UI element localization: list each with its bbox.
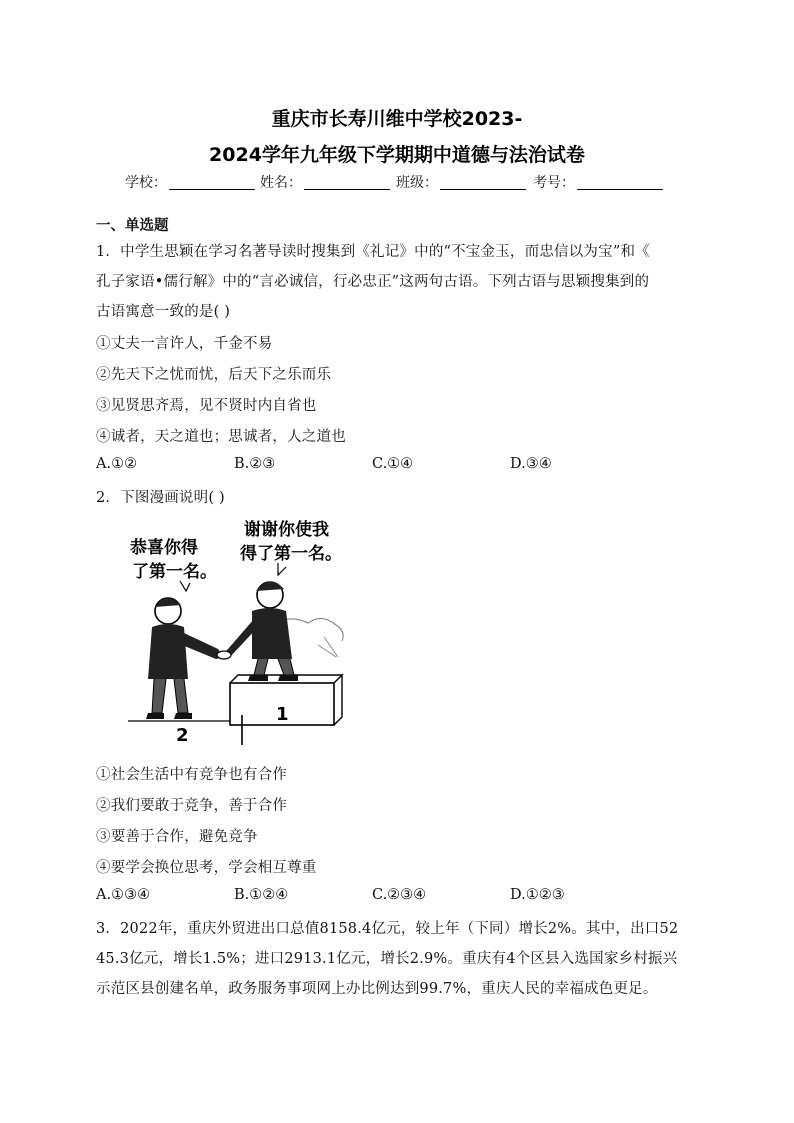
podium-label-2: 2 bbox=[176, 725, 189, 746]
class-blank[interactable] bbox=[440, 175, 526, 190]
right-speech-line1: 谢谢你使我 bbox=[244, 520, 329, 540]
q1-stem-line: 1．中学生思颖在学习名著导读时搜集到《礼记》中的“不宝金玉，而忠信以为宝”和《 bbox=[96, 244, 650, 260]
q2-item: ④要学会换位思考，学会相互尊重 bbox=[96, 860, 317, 876]
right-speech-line2: 得了第一名。 bbox=[240, 544, 342, 564]
exam-title-line1: 重庆市长寿川维中学校2023- bbox=[271, 108, 523, 130]
right-boy-jacket bbox=[252, 608, 292, 659]
handshake-hands bbox=[217, 651, 231, 659]
q1-option-d[interactable]: D.③④ bbox=[510, 456, 552, 472]
class-label: 班级： bbox=[396, 175, 438, 191]
q2-option-b[interactable]: B.①②④ bbox=[234, 887, 289, 903]
exam-number-field[interactable] bbox=[533, 172, 663, 192]
q2-option-a[interactable]: A.①③④ bbox=[96, 887, 151, 903]
exam-title-line2: 2024学年九年级下学期期中道德与法治试卷 bbox=[209, 144, 585, 166]
left-speech-line2: 了第一名。 bbox=[132, 562, 217, 582]
right-boy-legs bbox=[254, 659, 294, 675]
exam-number-label: 考号： bbox=[533, 175, 575, 191]
school-label: 学校： bbox=[125, 175, 167, 191]
left-boy-shoes bbox=[146, 713, 192, 719]
q2-stem: 2．下图漫画说明( ) bbox=[96, 490, 225, 506]
q1-option-b[interactable]: B.②③ bbox=[234, 456, 276, 472]
exam-number-blank[interactable] bbox=[577, 175, 663, 190]
q2-item: ③要善于合作，避免竞争 bbox=[96, 829, 258, 845]
q1-stem-line: 古语寓意一致的是( ) bbox=[96, 304, 231, 320]
background-hatching bbox=[318, 637, 338, 657]
q1-item: ②先天下之忧而忧，后天下之乐而乐 bbox=[96, 367, 332, 383]
name-label: 姓名： bbox=[260, 175, 302, 191]
section-heading-single-choice: 一、单选题 bbox=[96, 218, 169, 234]
q3-stem-line: 示范区县创建名单，政务服务事项网上办比例达到99.7%，重庆人民的幸福成色更足。 bbox=[96, 981, 658, 997]
school-field[interactable] bbox=[125, 172, 255, 192]
q1-item: ①丈夫一言许人，千金不易 bbox=[96, 336, 273, 352]
podium-label-1: 1 bbox=[276, 704, 289, 725]
q1-option-c[interactable]: C.①④ bbox=[372, 456, 414, 472]
class-field[interactable] bbox=[396, 172, 526, 192]
q3-stem-line: 45.3亿元，增长1.5%；进口2913.1亿元，增长2.9%。重庆有4个区县入选国家乡村振兴 bbox=[96, 951, 678, 967]
left-speech-tail bbox=[180, 581, 190, 591]
q3-stem-line: 3．2022年，重庆外贸进出口总值8158.4亿元，较上年（下同）增长2%。其中，出口52 bbox=[96, 921, 679, 937]
left-boy-jacket bbox=[148, 624, 188, 679]
right-boy-shoes bbox=[248, 675, 298, 681]
q2-option-c[interactable]: C.②③④ bbox=[372, 887, 427, 903]
right-speech-tail bbox=[278, 563, 286, 575]
name-field[interactable] bbox=[260, 172, 390, 192]
q2-item: ①社会生活中有竞争也有合作 bbox=[96, 767, 288, 783]
left-speech-line1: 恭喜你得 bbox=[130, 538, 198, 558]
cartoon-illustration bbox=[118, 515, 368, 747]
left-boy-legs bbox=[152, 679, 188, 713]
q1-item: ③见贤思齐焉，见不贤时内自省也 bbox=[96, 398, 317, 414]
q1-stem-line: 孔子家语•儒行解》中的“言必诚信，行必忠正”这两句古语。下列古语与思颖搜集到的 bbox=[96, 274, 650, 290]
name-blank[interactable] bbox=[304, 175, 390, 190]
q1-item: ④诚者，天之道也；思诚者，人之道也 bbox=[96, 429, 346, 445]
q1-option-a[interactable]: A.①② bbox=[96, 456, 138, 472]
school-blank[interactable] bbox=[169, 175, 255, 190]
q2-item: ②我们要敢于竞争，善于合作 bbox=[96, 798, 288, 814]
q2-option-d[interactable]: D.①②③ bbox=[510, 887, 565, 903]
